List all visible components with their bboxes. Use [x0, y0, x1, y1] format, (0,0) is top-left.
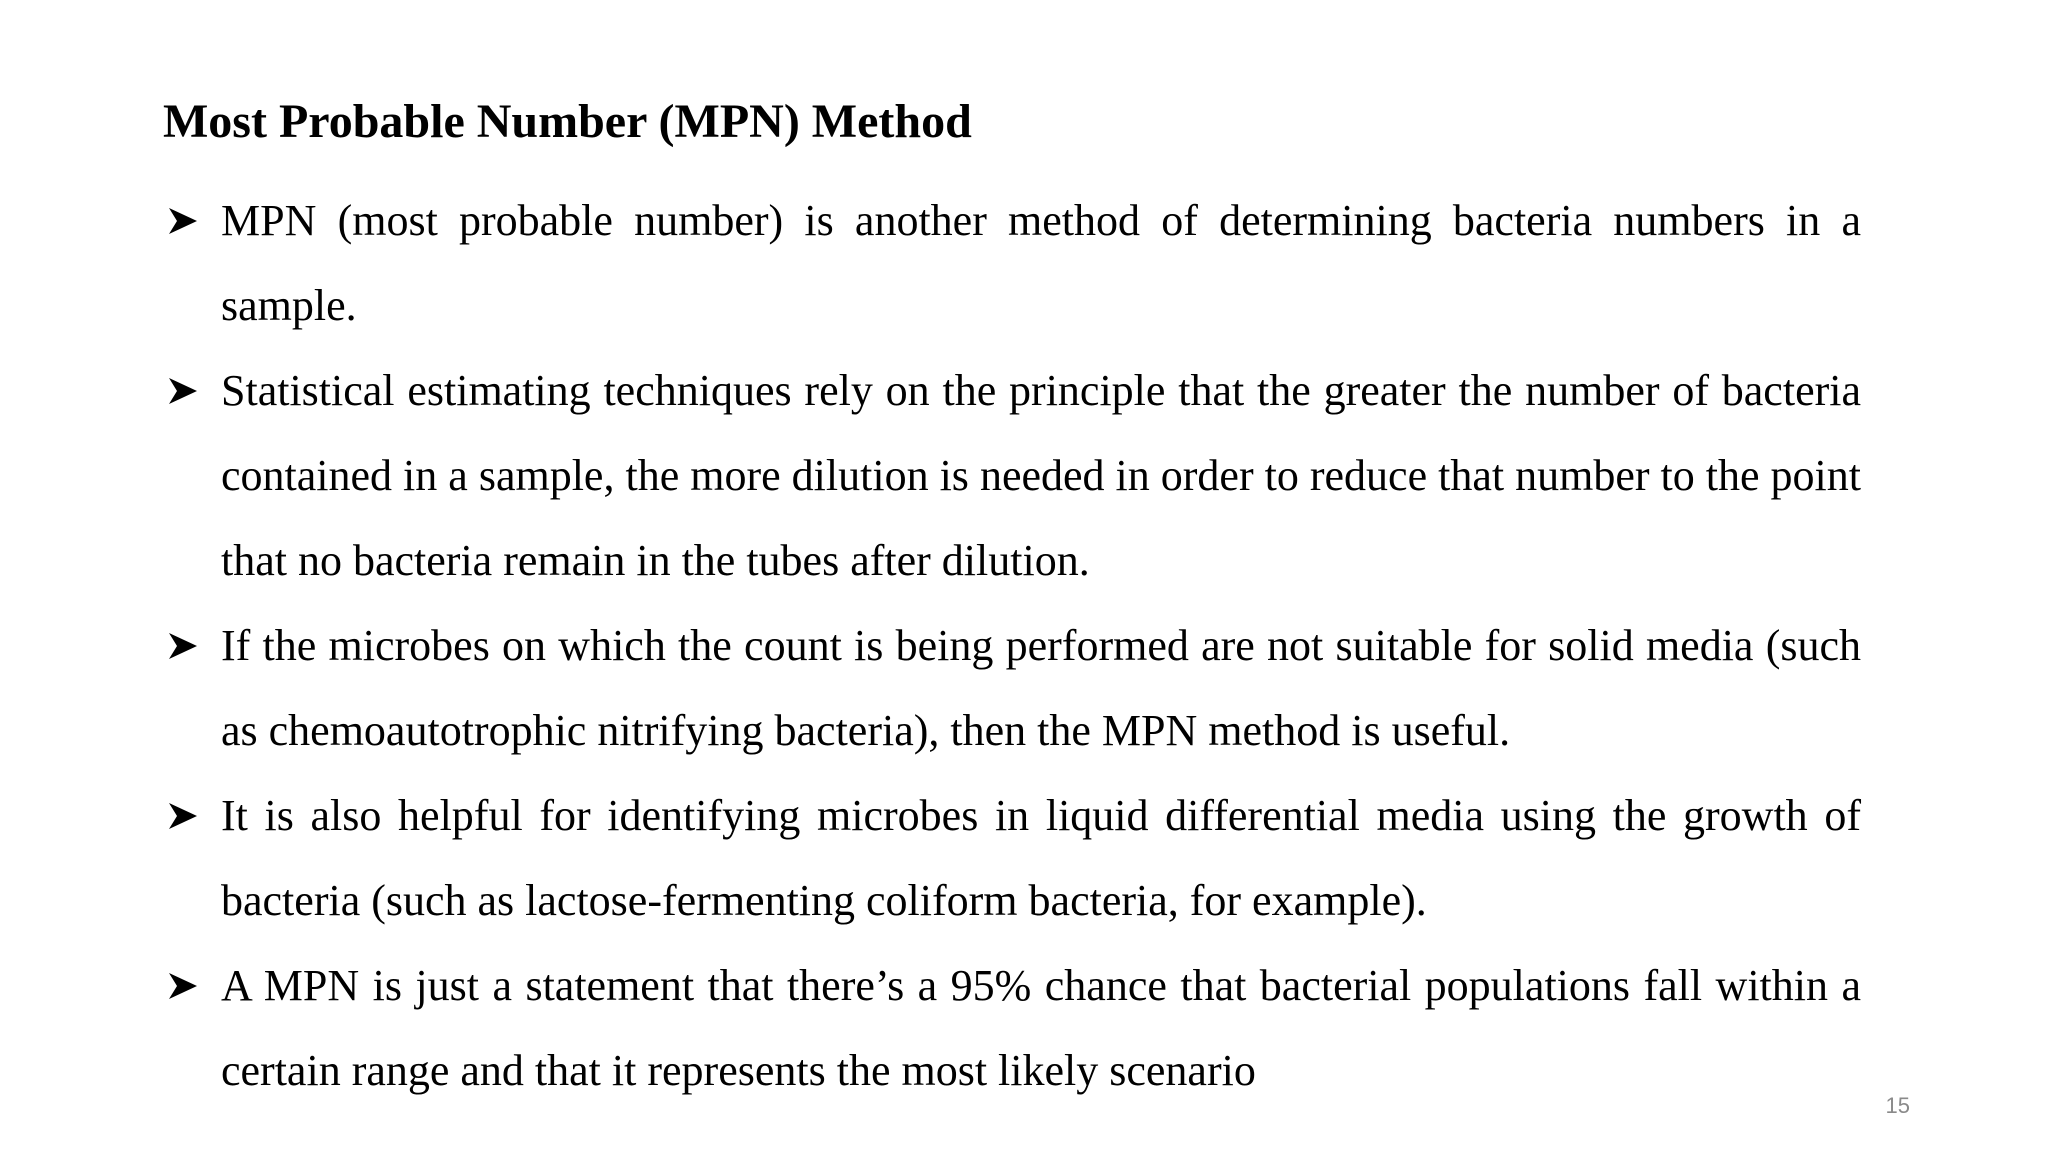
bullet-text: It is also helpful for identifying microbes in liquid differential media using the growth of bacteria (such as lactose-fermenting coliform bacteria, for example). [221, 791, 1861, 925]
bullet-item [163, 773, 1861, 943]
arrowhead-bullet-icon [167, 205, 199, 237]
bullet-item [163, 178, 1861, 348]
arrowhead-bullet-icon [167, 630, 199, 662]
bullet-item [163, 943, 1861, 1113]
arrowhead-bullet-icon [167, 800, 199, 832]
bullet-text: MPN (most probable number) is another method of determining bacteria numbers in a sample. [221, 196, 1861, 330]
slide-title: Most Probable Number (MPN) Method [163, 95, 972, 148]
page-number: 15 [1885, 1093, 1910, 1118]
bullet-item [163, 348, 1861, 603]
bullet-text: A MPN is just a statement that there’s a 95% chance that bacterial populations fall within a certain range and that it represents the most likely scenario [221, 961, 1861, 1095]
bullet-item [163, 603, 1861, 773]
bullet-list [163, 178, 1861, 1113]
bullet-text: If the microbes on which the count is being performed are not suitable for solid media (such as chemoautotrophic nitrifying bacteria), then the MPN method is useful. [221, 621, 1861, 755]
arrowhead-bullet-icon [167, 375, 199, 407]
bullet-text: Statistical estimating techniques rely on the principle that the greater the number of bacteria contained in a sample, the more dilution is needed in order to reduce that number to the point that no bacteria remain in the tubes after dilution. [221, 366, 1861, 585]
arrowhead-bullet-icon [167, 970, 199, 1002]
